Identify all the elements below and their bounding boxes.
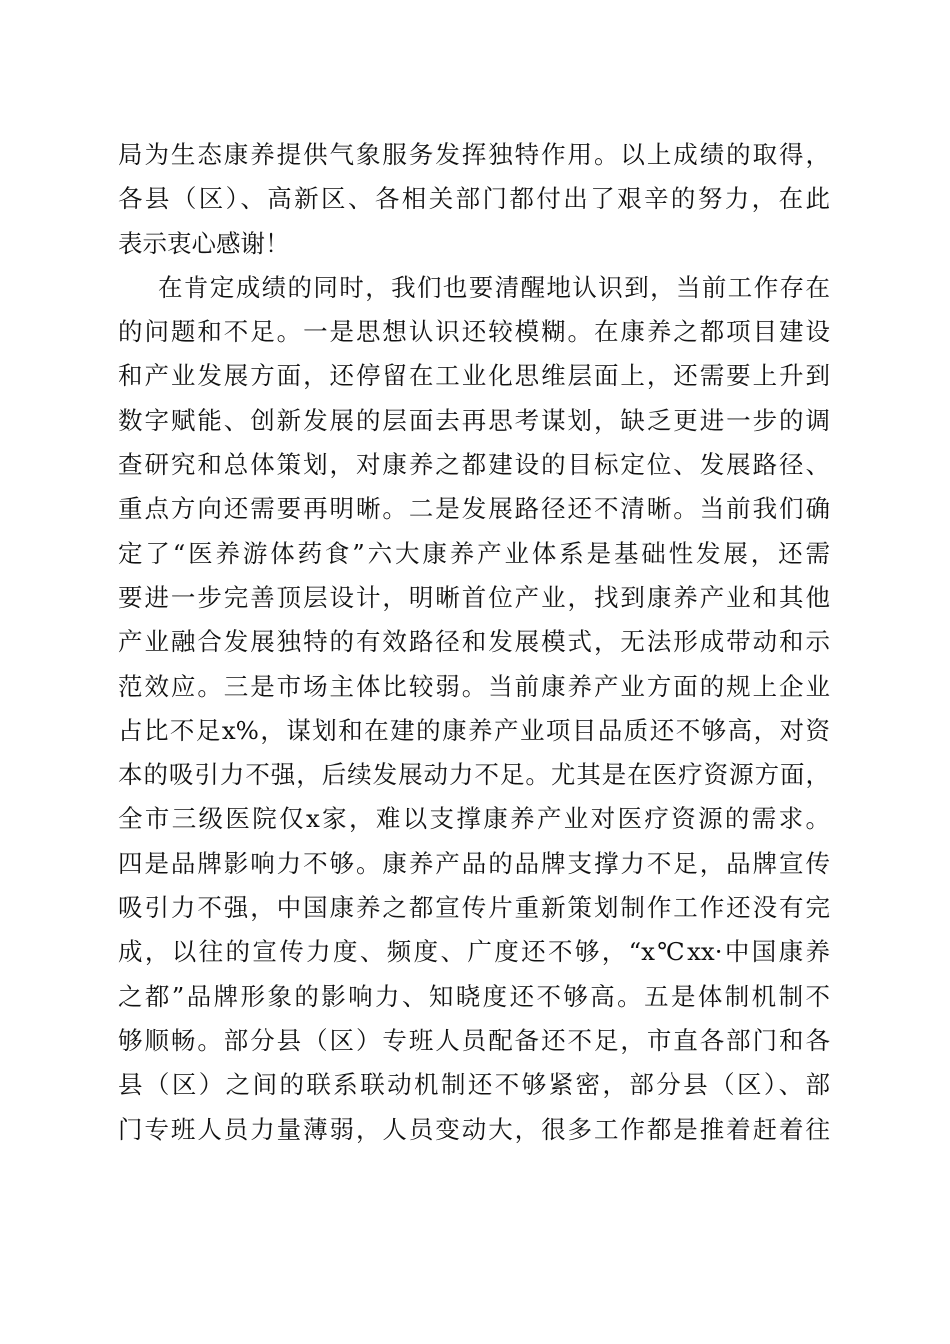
text-line [118, 1152, 830, 1196]
text-line: 全市三级医院仅x家，难以支撑康养产业对医疗资源的需求。 [118, 804, 830, 834]
text-line: 本的吸引力不强，后续发展动力不足。尤其是在医疗资源方面， [118, 760, 830, 790]
text-line: 和产业发展方面，还停留在工业化思维层面上，还需要上升到 [118, 361, 830, 391]
text-line: 表示衷心感谢！ [118, 228, 290, 258]
text-line: 数字赋能、创新发展的层面去再思考谋划，缺乏更进一步的调 [118, 405, 830, 435]
text-line: 在肯定成绩的同时，我们也要清醒地认识到，当前工作存在 [158, 272, 830, 302]
paragraph-2 [118, 266, 830, 1196]
text-line: 要进一步完善顶层设计，明晰首位产业，找到康养产业和其他 [118, 582, 830, 612]
paragraph-1 [118, 133, 830, 266]
text-line: 之都”品牌形象的影响力、知晓度还不够高。五是体制机制不 [118, 981, 830, 1011]
text-line: 查研究和总体策划，对康养之都建设的目标定位、发展路径、 [118, 450, 830, 480]
text-line: 县（区）之间的联系联动机制还不够紧密，部分县（区）、部 [118, 1070, 830, 1100]
text-line: 产业融合发展独特的有效路径和发展模式，无法形成带动和示 [118, 627, 830, 657]
text-line: 重点方向还需要再明晰。二是发展路径还不清晰。当前我们确 [118, 494, 830, 524]
text-line: 门专班人员力量薄弱，人员变动大，很多工作都是推着赶着往 [118, 1114, 830, 1144]
document-body [118, 133, 830, 1196]
text-line: 四是品牌影响力不够。康养产品的品牌支撑力不足，品牌宣传 [118, 848, 830, 878]
text-line: 吸引力不强，中国康养之都宣传片重新策划制作工作还没有完 [118, 893, 830, 923]
text-line: 局为生态康养提供气象服务发挥独特作用。以上成绩的取得， [118, 140, 830, 169]
text-line: 定了“医养游体药食”六大康养产业体系是基础性发展，还需 [118, 538, 830, 568]
text-line: 成，以往的宣传力度、频度、广度还不够，“x℃xx·中国康养 [118, 937, 830, 967]
text-line: 够顺畅。部分县（区）专班人员配备还不足，市直各部门和各 [118, 1025, 830, 1055]
text-line: 占比不足x%，谋划和在建的康养产业项目品质还不够高，对资 [118, 715, 830, 745]
text-line: 各县（区）、高新区、各相关部门都付出了艰辛的努力，在此 [118, 184, 830, 214]
text-line: 的问题和不足。一是思想认识还较模糊。在康养之都项目建设 [118, 317, 830, 347]
text-line: 范效应。三是市场主体比较弱。当前康养产业方面的规上企业 [118, 671, 830, 701]
